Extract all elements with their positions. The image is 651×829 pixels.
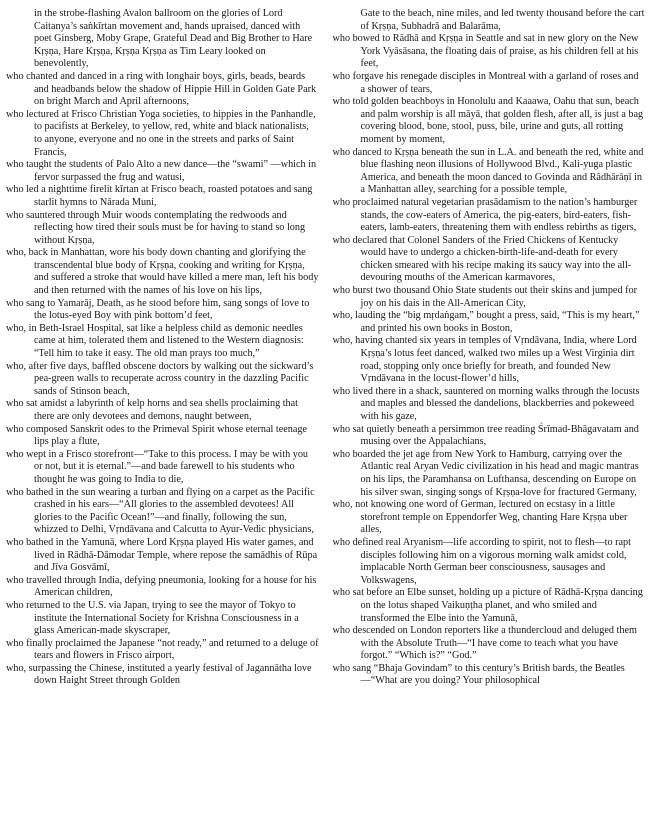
stanza xyxy=(333,499,646,537)
stanza-text: who sauntered through Muir woods contemplating the redwoods and reflecting how tired their souls must be for having to stand so long without Kṛṣṇa, xyxy=(6,209,306,246)
stanza-text: who burst two thousand Ohio State students out their skins and jumped for joy on his dais in the All-American City, xyxy=(332,285,637,309)
stanza-text: who, surpassing the Chinese, instituted a yearly festival of Jagannātha love down Haight Street through Golden xyxy=(6,662,312,687)
stanza-text: who sang “Bhaja Govindam” to this century’s British bards, the Beatles—“What are you doing? Your philosophical xyxy=(332,662,625,687)
stanza xyxy=(6,361,319,399)
stanza-text: who, having chanted six years in temples of Vṛndāvana, India, where Lord Kṛṣṇa’s lotus feet danced, walked two miles up a West Virginia dirt road, stopping only once briefly for breath, and founded New Vṛndāvana in the locust-flower’d hills, xyxy=(332,335,637,385)
stanza xyxy=(6,247,319,297)
stanza-text: who returned to the U.S. via Japan, trying to see the mayor of Tokyo to institute the International Society for Krishna Consciousness in a glass American-made skyscraper, xyxy=(6,599,299,637)
stanza xyxy=(333,335,646,385)
stanza-text: who, not knowing one word of German, lectured on ecstasy in a little storefront temple on Eppendorfer Weg, chanting Hare Kṛṣṇa uber alles, xyxy=(332,499,628,536)
stanza-text: who finally proclaimed the Japanese “not ready,” and returned to a deluge of tears and flowers in Frisco airport, xyxy=(6,637,319,662)
stanza xyxy=(6,298,319,323)
stanza xyxy=(333,310,646,335)
stanza xyxy=(6,638,319,663)
stanza xyxy=(6,424,319,449)
stanza-text: who travelled through India, defying pneumonia, looking for a house for his American children, xyxy=(6,574,317,599)
stanza xyxy=(333,96,646,146)
stanza xyxy=(6,398,319,423)
stanza-text: who wept in a Frisco storefront—“Take to this process. I may be with you or not, but it is eternal.”—and bade farewell to his students who thought he was going to India to die, xyxy=(6,448,309,485)
right-column xyxy=(333,8,646,829)
stanza xyxy=(6,663,319,688)
stanza xyxy=(333,71,646,96)
stanza-text: who, in Beth-Israel Hospital, sat like a helpless child as demonic needles came at him, tolerated them and listened to the Western diagnosis: “Tell him to take it easy. The old man prays too much,” xyxy=(6,322,304,360)
stanza xyxy=(333,587,646,625)
stanza-text: who forgave his renegade disciples in Montreal with a garland of roses and a shower of tears, xyxy=(332,70,639,95)
stanza xyxy=(333,33,646,71)
stanza-text: who boarded the jet age from New York to Hamburg, carrying over the Atlantic real Aryan Vedic civilization in his head and magic mantras on his lips, the Paramhansa on Lufthansa, descending on Europe on his silver swan, singing songs of Kṛṣṇa-love for fractured Germany, xyxy=(332,448,639,498)
stanza-text: who danced to Kṛṣṇa beneath the sun in L.A. and beneath the red, white and blue flashing neon illusions of Hollywood Blvd., Kali-yuga plastic America, and beneath the moon danced to Govinda and Rādhārāṇī in a Manhattan alley, searching for a possible temple, xyxy=(332,146,644,196)
stanza-text: who descended on London reporters like a thundercloud and deluged them with the Absolute Truth—“I have come to teach what you have forgot.” “Which is?” “God.” xyxy=(332,625,637,662)
stanza xyxy=(6,537,319,575)
stanza xyxy=(333,386,646,424)
stanza xyxy=(333,147,646,197)
stanza xyxy=(333,663,646,688)
stanza xyxy=(6,8,319,71)
left-column xyxy=(6,8,319,829)
stanza xyxy=(6,323,319,361)
stanza-text: who lectured at Frisco Christian Yoga societies, to hippies in the Panhandle, to pacifists at Berkeley, to yellow, red, white and black nationalists, to anyone, everyone and no one in the streets and parks of Saint Francis, xyxy=(6,108,316,158)
stanza-text: who sat before an Elbe sunset, holding up a picture of Rādhā-Kṛṣṇa dancing on the lotus shaped Vaikuṇṭha planet, and who smiled and transformed the Elbe into the Yamunā, xyxy=(332,587,643,624)
stanza xyxy=(333,285,646,310)
stanza xyxy=(6,184,319,209)
stanza-text: who sat amidst a labyrinth of kelp horns and sea shells proclaiming that there are only devotees and demons, naught between, xyxy=(6,398,298,422)
stanza-text: who proclaimed natural vegetarian prasādamism to the nation’s hamburger stands, the cow-eaters of America, the pig-eaters, bird-eaters, fish-eaters, lamb-eaters, threatening them with endless rebirths as tigers, xyxy=(332,196,638,234)
stanza xyxy=(6,210,319,248)
stanza xyxy=(6,449,319,487)
stanza-text: who bowed to Rādhā and Kṛṣṇa in Seattle and sat in new glory on the New York Vyāsāsana, the floating dais of praise, as his children fell at his feet, xyxy=(332,33,639,70)
stanza xyxy=(6,600,319,638)
stanza-text: who bathed in the Yamunā, where Lord Kṛṣṇa played His water games, and lived in Rādhā-Dāmodar Temple, where repose the samādhis of Rūpa and Jīva Gosvāmī, xyxy=(6,536,318,574)
stanza-text: who chanted and danced in a ring with longhair boys, girls, beads, beards and headbands below the shadow of Hippie Hill in Golden Gate Park on bright March and April afternoons, xyxy=(6,70,317,108)
stanza-text: who sat quietly beneath a persimmon tree reading Śrīmad-Bhāgavatam and musing over the Appalachians, xyxy=(332,423,639,448)
stanza-text: who declared that Colonel Sanders of the Fried Chickens of Kentucky would have to undergo a chicken-birth-life-and-death for every chicken smeared with his recipe making its saucy way into the all-devouring mouths of the American karmavores, xyxy=(332,234,632,284)
stanza xyxy=(333,424,646,449)
stanza-text: who, back in Manhattan, wore his body down chanting and glorifying the transcendental blue body of Kṛṣṇa, cooking and writing for Kṛṣṇa, and suffered a stroke that would have killed a mere man, left his body and then returned with the names of his love on his lips, xyxy=(6,247,319,297)
stanza-text: who taught the students of Palo Alto a new dance—the “swami” —which in fervor surpassed the frug and watusi, xyxy=(6,159,317,183)
stanza-text: Gate to the beach, nine miles, and led twenty thousand before the cart of Kṛṣṇa, Subhadrā and Balarāma, xyxy=(360,8,645,32)
stanza xyxy=(333,537,646,587)
stanza-text: who lived there in a shack, sauntered on morning walks through the locusts and maples and blessed the dandelions, blackberries and pokeweed with his gaze, xyxy=(332,385,640,422)
stanza xyxy=(333,449,646,499)
stanza-text: who, lauding the “big mṛdaṅgam,” bought a press, said, “This is my heart,” and printed his own books in Boston, xyxy=(332,310,640,334)
stanza xyxy=(6,575,319,600)
stanza-text: who sang to Yamarāj, Death, as he stood before him, sang songs of love to the lotus-eyed Boy with pink bottom’d feet, xyxy=(6,297,310,322)
stanza xyxy=(333,625,646,663)
stanza-text: who defined real Aryanism—life according to spirit, not to flesh—to rapt disciples following him on a vigorous morning walk amidst cold, implacable North German beer consciousness, sausages and Volkswagens, xyxy=(332,536,631,586)
stanza xyxy=(6,71,319,109)
stanza xyxy=(6,109,319,159)
stanza xyxy=(333,235,646,285)
stanza-text: in the strobe-flashing Avalon ballroom on the glories of Lord Caitanya’s saṅkīrtan movement and, hands upraised, danced with poet Ginsberg, Moby Grape, Grateful Dead and Big Brother to Hare Kṛṣṇa, Hare Kṛṣṇa, Kṛṣṇa Kṛṣṇa as Tim Leary looked on benevolently, xyxy=(34,8,313,70)
stanza-text: who led a nighttime firelit kīrtan at Frisco beach, roasted potatoes and sang starlit hymns to Nārada Muni, xyxy=(6,184,313,208)
stanza-text: who bathed in the sun wearing a turban and flying on a carpet as the Pacific crashed in his ears—“All glories to the assembled devotees! All glories to the Pacific Ocean!”—and finally, following the sun, whizzed to Delhi, Vṛndāvana and Calcutta to Ayur-Vedic physicians, xyxy=(6,486,315,536)
stanza xyxy=(333,8,646,33)
stanza-text: who told golden beachboys in Honolulu and Kaaawa, Oahu that sun, beach and palm worship is all māyā, that golden flesh, after all, is just a bag covering blood, bone, stool, puss, bile, urine and guts, all rotting moment by moment, xyxy=(332,96,644,145)
stanza xyxy=(6,487,319,537)
stanza-text: who composed Sanskrit odes to the Primeval Spirit whose eternal teenage lips play a flute, xyxy=(6,423,308,448)
stanza xyxy=(333,197,646,235)
stanza-text: who, after five days, baffled obscene doctors by walking out the sickward’s pea-green walls to recuperate across country in the dazzling Pacific sands of Stinson beach, xyxy=(6,360,314,397)
stanza xyxy=(6,159,319,184)
